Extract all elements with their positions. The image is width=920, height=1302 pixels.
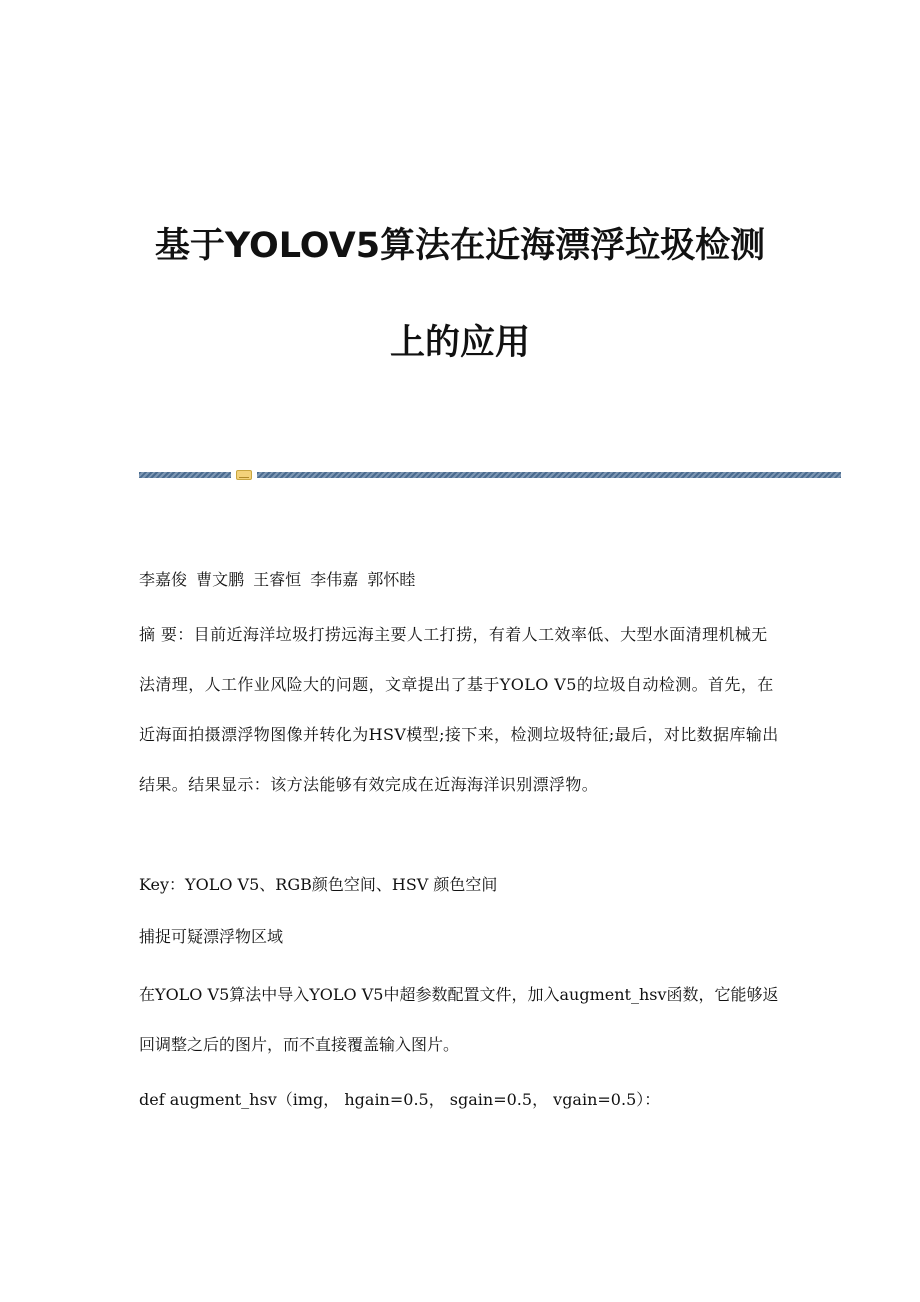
title-line-2: 上的应用 <box>389 323 530 363</box>
abstract: 摘 要：目前近海洋垃圾打捞远海主要人工打捞，有着人工效率低、大型水面清理机械无法清理，人工作业风险大的问题，文章提出了基于YOLO V5的垃圾自动检测。首先，在近海面拍摄漂浮物图像并转化为HSV模型;接下来，检测垃圾特征;最后，对比数据库输出结果。结果显示：该方法能够有效完成在近海海洋识别漂浮物。 <box>139 625 779 794</box>
title-line-1: 基于YOLOV5算法在近海漂浮垃圾检测 <box>154 226 766 266</box>
authors: 李嘉俊 曹文鹏 王睿恒 李伟嘉 郭怀睦 <box>139 570 416 589</box>
divider-bar-right <box>257 472 841 478</box>
divider-bar-left <box>139 472 231 478</box>
code-line: def augment_hsv（img， hgain=0.5， sgain=0.5， vgain=0.5）： <box>139 1090 661 1109</box>
decorative-divider <box>139 470 841 480</box>
keywords: Key：YOLO V5、RGB颜色空间、HSV 颜色空间 <box>139 875 498 894</box>
envelope-icon <box>236 470 252 480</box>
section-heading: 捕捉可疑漂浮物区域 <box>139 927 284 946</box>
body-paragraph: 在YOLO V5算法中导入YOLO V5中超参数配置文件，加入augment_hsv函数，它能够返回调整之后的图片，而不直接覆盖输入图片。 <box>139 985 779 1054</box>
